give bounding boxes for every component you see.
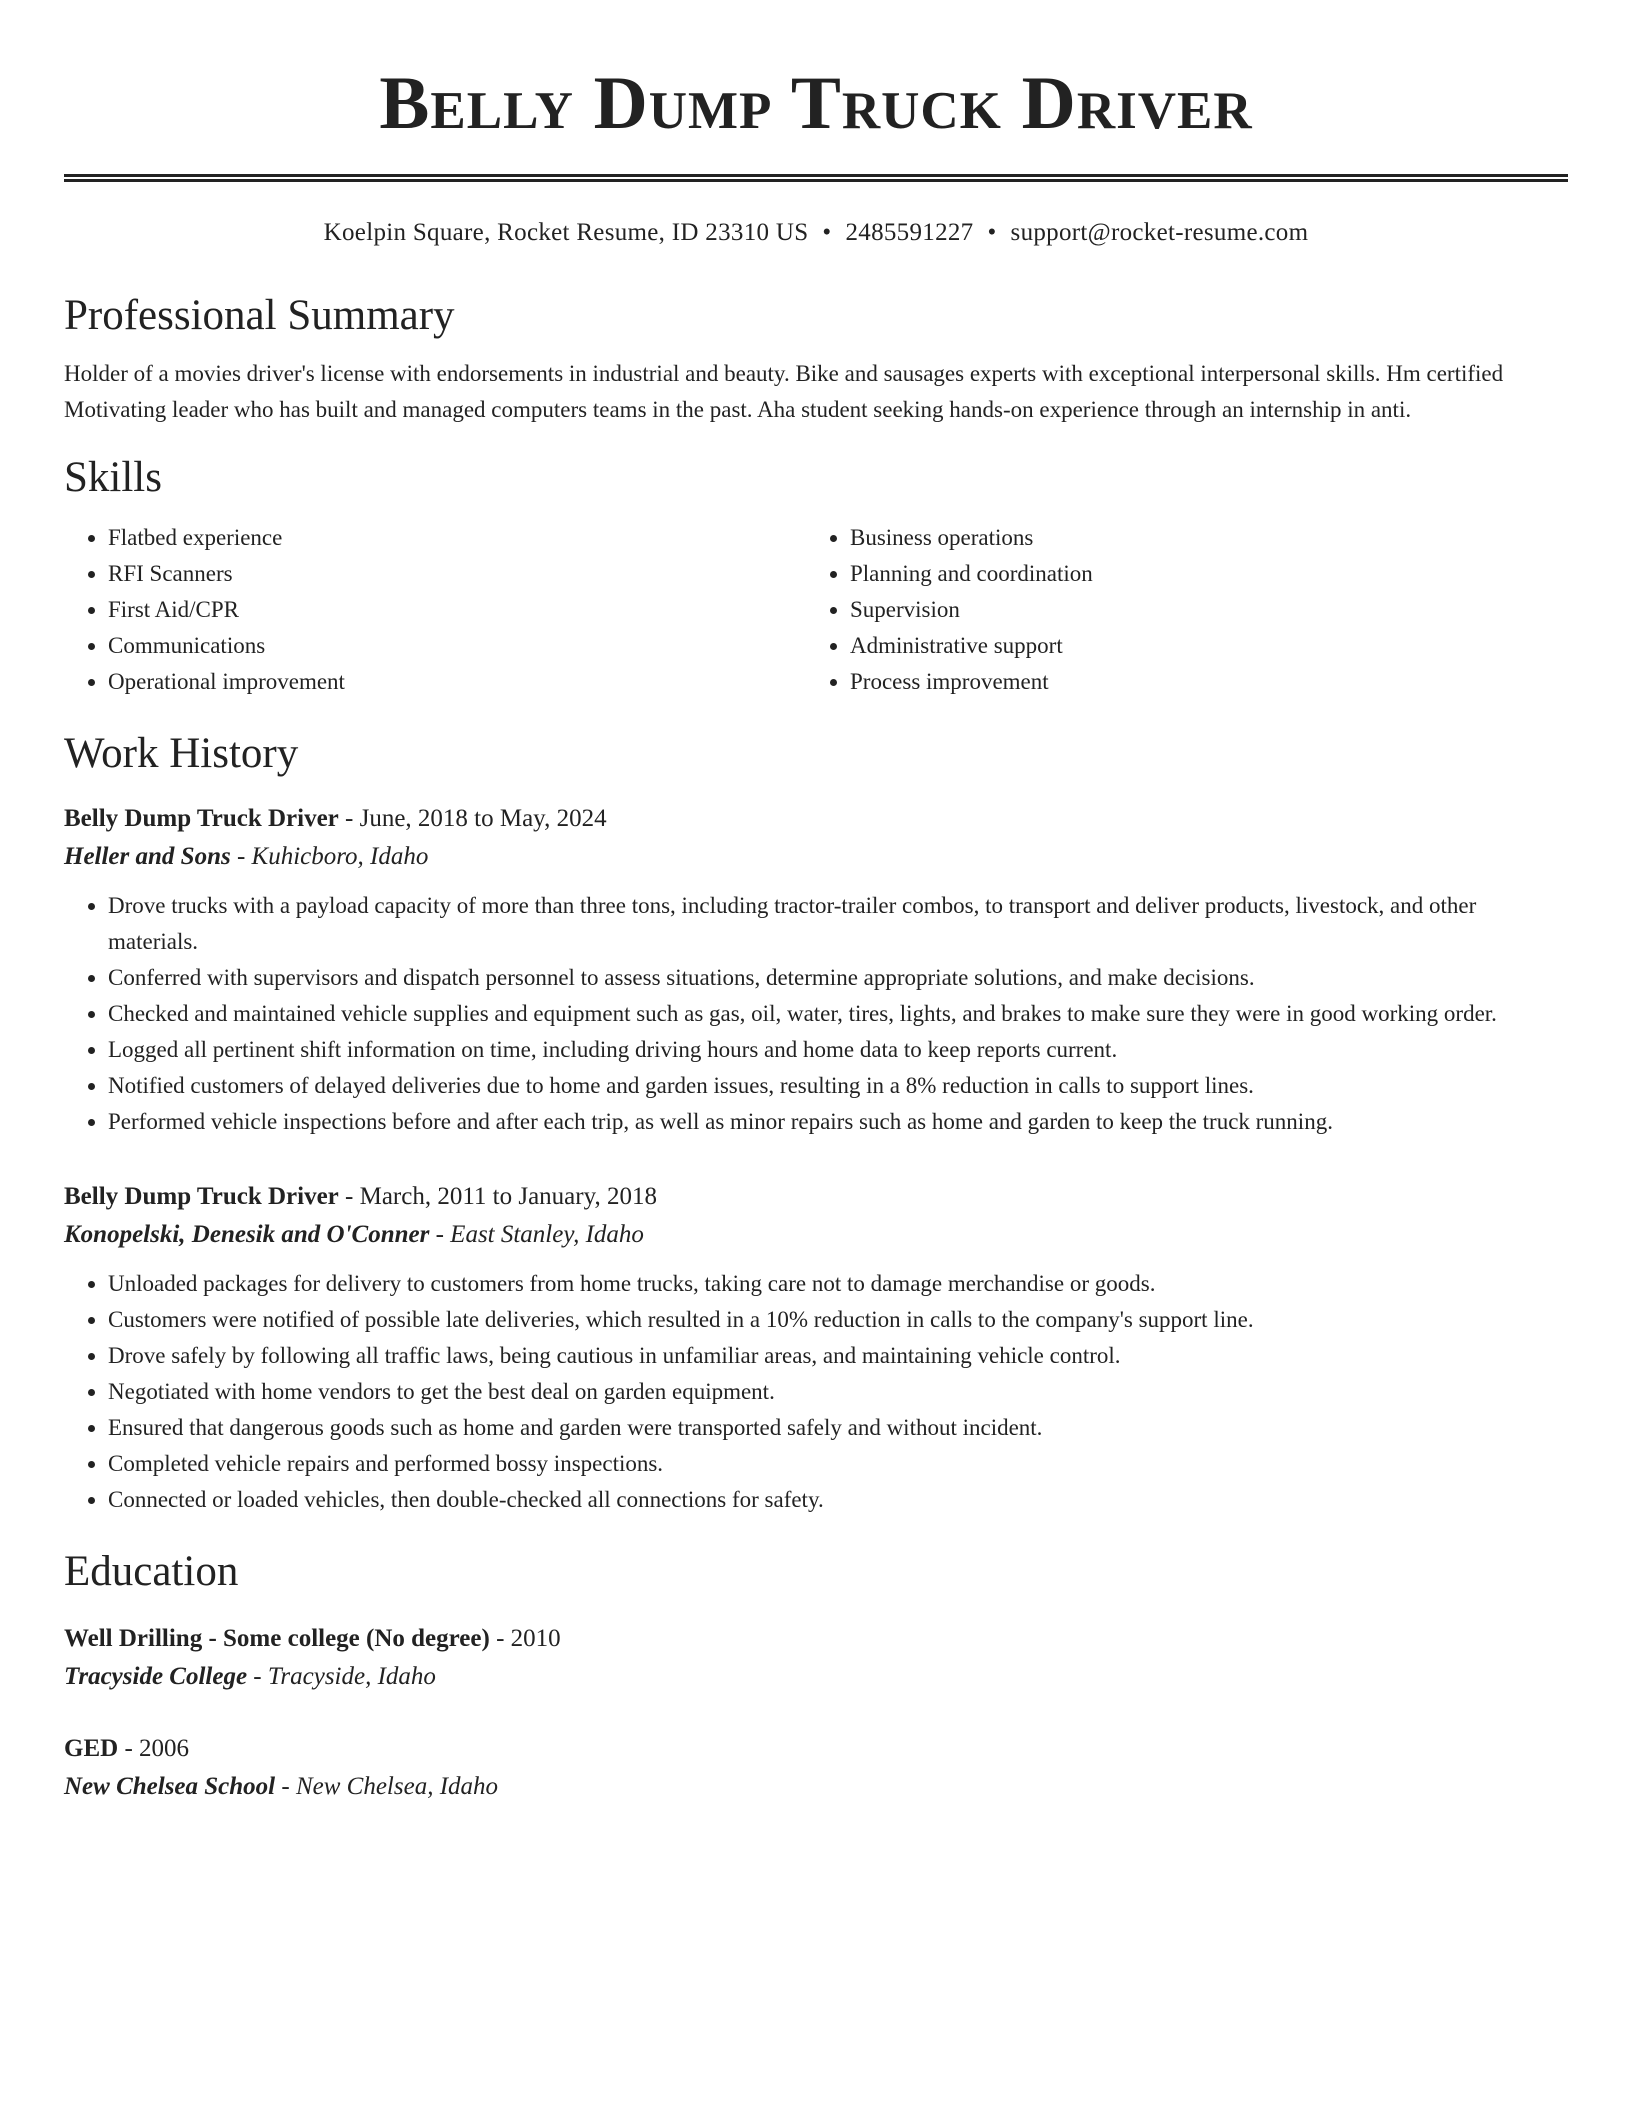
job-bullet: • Unloaded packages for delivery to customers from home trucks, taking care not to damage merchandise or goods. — [108, 1266, 1568, 1302]
degree-name: Well Drilling - Some college (No degree) — [64, 1625, 490, 1652]
job-bullet: • Drove safely by following all traffic laws, being cautious in unfamiliar areas, and maintaining vehicle control. — [108, 1338, 1568, 1374]
skills-heading: Skills — [64, 454, 162, 501]
summary-text: Holder of a movies driver's license with endorsements in industrial and beauty. Bike and sausages experts with exceptional interpersonal skills. Hm certified Motivating leader who has built and managed computers teams in the past. Aha student seeking hands-on experience through an internship in anti. — [64, 361, 1504, 422]
skill-item: • RFI Scanners — [108, 556, 806, 592]
education-entry — [64, 1730, 1568, 1806]
company-name: Heller and Sons — [64, 843, 231, 870]
job-title: Belly Dump Truck Driver — [64, 805, 339, 832]
job-entry — [64, 1178, 1568, 1518]
job-location: - Kuhicboro, Idaho — [230, 843, 429, 870]
job-location: - East Stanley, Idaho — [429, 1221, 644, 1248]
contact-line — [64, 216, 1568, 250]
summary-heading: Professional Summary — [64, 292, 455, 339]
job-bullet: • Notified customers of delayed deliveries due to home and garden issues, resulting in a 8% reduction in calls to support lines. — [108, 1068, 1568, 1104]
contact-phone: 2485591227 — [845, 219, 974, 246]
job-header — [64, 1178, 1568, 1216]
company-name: Konopelski, Denesik and O'Conner — [64, 1221, 430, 1248]
job-entry — [64, 800, 1568, 1140]
contact-email: support@rocket-resume.com — [1010, 219, 1309, 246]
skill-item: • First Aid/CPR — [108, 592, 806, 628]
skill-item: • Administrative support — [850, 628, 1548, 664]
job-bullet: • Drove trucks with a payload capacity of more than three tons, including tractor-trailer combos, to transport and deliver products, livestock, and other materials. — [108, 888, 1568, 960]
job-bullet: • Conferred with supervisors and dispatch personnel to assess situations, determine appropriate solutions, and make decisions. — [108, 960, 1568, 996]
skill-item: • Operational improvement — [108, 664, 806, 700]
skill-item: • Flatbed experience — [108, 520, 806, 556]
job-bullet: • Completed vehicle repairs and performed bossy inspections. — [108, 1446, 1568, 1482]
skill-item: • Process improvement — [850, 664, 1548, 700]
education-year: - 2006 — [118, 1735, 190, 1762]
job-bullet: • Logged all pertinent shift information on time, including driving hours and home data to keep reports current. — [108, 1032, 1568, 1068]
contact-separator: • — [987, 219, 997, 246]
job-bullets — [64, 1266, 1568, 1518]
header-divider — [64, 174, 1568, 182]
skills-column-left — [64, 520, 806, 700]
work-history-heading: Work History — [64, 730, 299, 777]
contact-address: Koelpin Square, Rocket Resume, ID 23310 US — [323, 219, 809, 246]
skills-list — [64, 520, 1568, 700]
job-bullet: • Negotiated with home vendors to get the best deal on garden equipment. — [108, 1374, 1568, 1410]
education-header — [64, 1730, 1568, 1768]
school-location: - New Chelsea, Idaho — [275, 1773, 499, 1800]
skill-item: • Business operations — [850, 520, 1548, 556]
skill-item: • Communications — [108, 628, 806, 664]
education-school — [64, 1768, 1568, 1806]
job-title: Belly Dump Truck Driver — [64, 1183, 339, 1210]
school-location: - Tracyside, Idaho — [247, 1663, 436, 1690]
job-dates: - March, 2011 to January, 2018 — [338, 1183, 657, 1210]
education-entry — [64, 1620, 1568, 1696]
skill-item: • Supervision — [850, 592, 1548, 628]
education-header — [64, 1620, 1568, 1658]
education-year: - 2010 — [489, 1625, 561, 1652]
job-employer — [64, 1216, 1568, 1254]
job-bullet: • Connected or loaded vehicles, then double-checked all connections for safety. — [108, 1482, 1568, 1518]
skills-column-right — [806, 520, 1548, 700]
job-dates: - June, 2018 to May, 2024 — [338, 805, 607, 832]
job-bullet: • Customers were notified of possible late deliveries, which resulted in a 10% reduction in calls to the company's support line. — [108, 1302, 1568, 1338]
education-school — [64, 1658, 1568, 1696]
job-bullets — [64, 888, 1568, 1140]
job-bullet: • Performed vehicle inspections before and after each trip, as well as minor repairs such as home and garden to keep the truck running. — [108, 1104, 1568, 1140]
job-header — [64, 800, 1568, 838]
job-bullet: • Ensured that dangerous goods such as home and garden were transported safely and without incident. — [108, 1410, 1568, 1446]
job-bullet: • Checked and maintained vehicle supplies and equipment such as gas, oil, water, tires, lights, and brakes to make sure they were in good working order. — [108, 996, 1568, 1032]
school-name: New Chelsea School — [64, 1773, 276, 1800]
contact-separator: • — [822, 219, 832, 246]
school-name: Tracyside College — [64, 1663, 248, 1690]
candidate-name: Belly Dump Truck Driver — [379, 62, 1253, 145]
degree-name: GED — [64, 1735, 119, 1762]
skill-item: • Planning and coordination — [850, 556, 1548, 592]
education-heading: Education — [64, 1548, 239, 1595]
job-employer — [64, 838, 1568, 876]
